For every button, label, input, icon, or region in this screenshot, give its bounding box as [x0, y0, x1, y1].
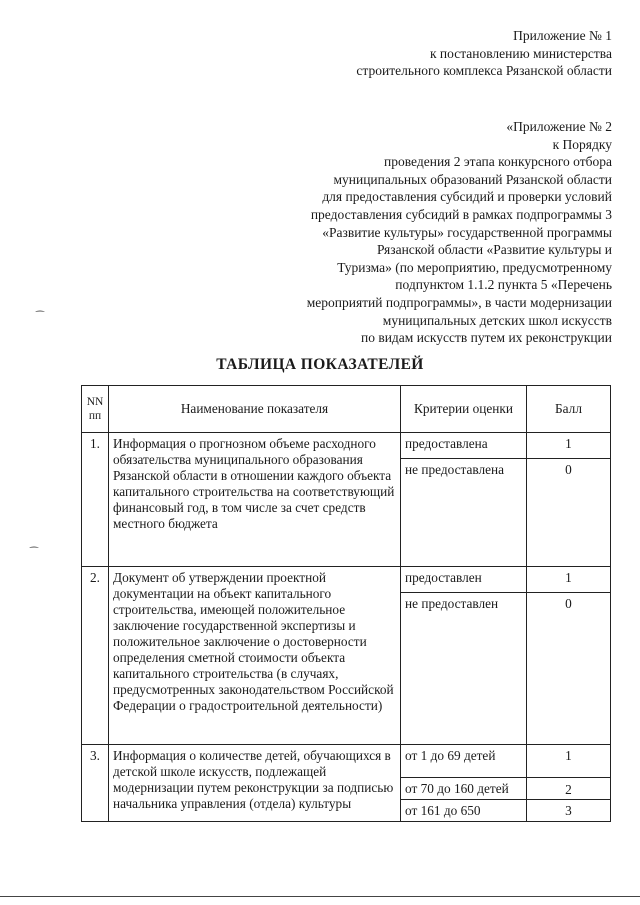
criterion-label: предоставлена: [401, 433, 527, 459]
appendix-2-line: «Приложение № 2: [506, 119, 612, 134]
criterion-score: 3: [527, 800, 611, 822]
indicator-name: Информация о количестве детей, обучающихся в детской школе искусств, подлежащей модернизации путем реконструкции за подписью начальника управления (отдела) культуры: [109, 745, 401, 822]
appendix-2-line: муниципальных образований Рязанской области: [333, 171, 612, 187]
appendix-1-header: [356, 27, 612, 80]
row-number: 2.: [82, 567, 109, 745]
indicators-table: [81, 385, 611, 822]
appendix-2-line: для предоставления субсидий и проверки условий: [322, 189, 612, 205]
criterion-label: предоставлен: [401, 567, 527, 593]
criterion-label: не предоставлен: [401, 593, 527, 745]
table-header-row: [82, 386, 611, 433]
appendix-1-line: Приложение № 1: [513, 28, 612, 43]
table-title: ТАБЛИЦА ПОКАЗАТЕЛЕЙ: [216, 356, 424, 373]
page-bottom-rule: [0, 896, 640, 897]
criterion-score: 1: [527, 745, 611, 778]
table-row: [82, 745, 611, 778]
appendix-2-line: к Порядку: [552, 136, 612, 152]
header-score: Балл: [527, 386, 611, 433]
header-nn-sub: пп: [88, 410, 102, 422]
appendix-2-line: по видам искусств путем их реконструкции: [360, 330, 612, 346]
indicator-name: Информация о прогнозном объеме расходного обязательства муниципального образования Рязанской области в отношении каждого объекта капитального строительства на соответствующий финансовый год, в том числе за счет средств местного бюджета: [109, 433, 401, 567]
appendix-2-line: предоставления субсидий в рамках подпрограммы 3: [310, 206, 612, 222]
margin-scribble: ⁀: [36, 312, 45, 323]
criterion-score: 0: [527, 593, 611, 745]
row-number: 1.: [82, 433, 109, 567]
table-row: [82, 433, 611, 459]
header-criteria: Критерии оценки: [401, 386, 527, 433]
appendix-1-line: к постановлению министерства: [429, 45, 612, 61]
appendix-2-line: мероприятий подпрограммы», в части модернизации: [306, 294, 612, 310]
appendix-2-line: Рязанской области «Развитие культуры и: [377, 242, 612, 258]
criterion-label: не предоставлена: [401, 459, 527, 567]
header-nn: [82, 386, 109, 433]
appendix-2-line: муниципальных детских школ искусств: [382, 312, 612, 328]
criterion-score: 1: [527, 567, 611, 593]
appendix-2-line: подпунктом 1.1.2 пункта 5 «Перечень: [395, 277, 612, 293]
criterion-label: от 70 до 160 детей: [401, 778, 527, 800]
criterion-score: 1: [527, 433, 611, 459]
margin-scribble: ⁀: [30, 548, 39, 559]
criterion-label: от 1 до 69 детей: [401, 745, 527, 778]
appendix-1-line: строительного комплекса Рязанской области: [356, 63, 612, 79]
appendix-2-line: «Развитие культуры» государственной программы: [322, 224, 612, 240]
appendix-2-line: Туризма» (по мероприятию, предусмотренному: [337, 259, 612, 275]
row-number: 3.: [82, 745, 109, 822]
appendix-2-line: проведения 2 этапа конкурсного отбора: [384, 154, 612, 170]
appendix-2-header: [307, 118, 612, 347]
indicator-name: Документ об утверждении проектной документации на объект капитального строительства, имеющей положительное заключение государственной экспертизы и положительное заключение о достоверности определения сметной стоимости объекта капитального строительства (в случаях, предусмотренных законодательством Российской Федерации о градостроительной деятельности): [109, 567, 401, 745]
header-nn-label: NN: [86, 396, 104, 408]
criterion-score: 2: [527, 778, 611, 800]
table-row: [82, 567, 611, 593]
criterion-label: от 161 до 650: [401, 800, 527, 822]
criterion-score: 0: [527, 459, 611, 567]
header-name: Наименование показателя: [109, 386, 401, 433]
